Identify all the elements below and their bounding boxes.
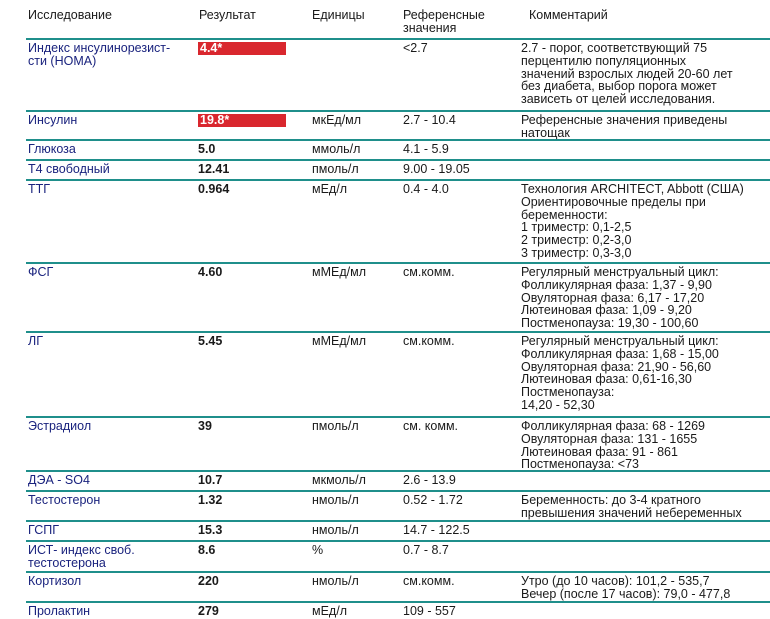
comment-line: Лютеиновая фаза: 1,09 - 9,20 (521, 303, 692, 318)
result-value: 0.964 (198, 182, 230, 196)
reference-range: 2.6 - 13.9 (403, 473, 456, 487)
reference-range: см.комм. (403, 334, 455, 348)
test-name (28, 544, 196, 570)
comment-line: 3 триместр: 0,3-3,0 (521, 245, 632, 260)
unit: ммоль/л (312, 142, 361, 156)
comment-line: Постменопауза: 19,30 - 100,60 (521, 316, 699, 331)
reference-range: 0.4 - 4.0 (403, 182, 449, 196)
comment-line: без диабета, выбор порога может (521, 79, 717, 94)
comment-line: Фолликулярная фаза: 1,37 - 9,90 (521, 277, 712, 292)
comment-line: Технология ARCHITECT, Abbott (США) (521, 182, 744, 196)
unit: нмоль/л (312, 574, 359, 588)
comment-line: 2.7 - порог, соответствующий 75 (521, 41, 708, 55)
reference-range: 0.7 - 8.7 (403, 543, 449, 557)
reference-range: 9.00 - 19.05 (403, 162, 470, 176)
result-value: 39 (198, 419, 212, 433)
result-value: 10.7 (198, 473, 223, 487)
test-name (28, 575, 196, 588)
test-name (28, 335, 196, 348)
test-name (28, 605, 196, 618)
test-name-line: ДЭА - SO4 (28, 473, 90, 487)
table-row (26, 416, 770, 470)
comment-line: зависеть от целей исследования. (521, 92, 716, 107)
comment-line: 1 триместр: 0,1-2,5 (521, 220, 632, 235)
comment-line: Беременность: до 3-4 кратного (521, 493, 701, 507)
test-name-line: Тестостерон (28, 493, 101, 507)
comment-line: Фолликулярная фаза: 1,68 - 15,00 (521, 346, 719, 361)
comment-line: беременности: (521, 207, 608, 222)
reference-range: см. комм. (403, 419, 459, 433)
test-name (28, 524, 196, 537)
test-name (28, 183, 196, 196)
result-value: 1.32 (198, 493, 223, 507)
table-row (26, 470, 770, 490)
test-name-line: Т4 свободный (28, 162, 110, 176)
test-name-line: Пролактин (28, 604, 91, 618)
header-result: Результат (199, 8, 256, 22)
table-row (26, 139, 770, 159)
comment-line: Вечер (после 17 часов): 79,0 - 477,8 (521, 586, 731, 601)
test-name-line: ИСТ- индекс своб. (28, 543, 135, 557)
reference-range: см.комм. (403, 265, 455, 279)
comment-line: Лютеиновая фаза: 0,61-16,30 (521, 372, 692, 387)
test-name (28, 42, 196, 68)
comment-line: натощак (521, 125, 570, 140)
unit: нмоль/л (312, 523, 359, 537)
unit: мЕд/л (312, 182, 347, 196)
comment (521, 335, 769, 412)
comment (521, 420, 769, 471)
test-name-line: ФСГ (28, 265, 54, 279)
test-name-line: Индекс инсулинорезист- (28, 41, 171, 55)
comment-line: Овуляторная фаза: 21,90 - 56,60 (521, 359, 712, 374)
unit: мкЕд/мл (312, 113, 362, 127)
test-name-line: Глюкоза (28, 142, 76, 156)
unit: пмоль/л (312, 419, 359, 433)
test-name (28, 494, 196, 507)
comment-line: 14,20 - 52,30 (521, 397, 595, 412)
unit: мЕд/л (312, 604, 347, 618)
reference-range: 0.52 - 1.72 (403, 493, 463, 507)
result-value: 15.3 (198, 523, 223, 537)
comment (521, 114, 769, 140)
result-value: 8.6 (198, 543, 216, 557)
test-name (28, 163, 196, 176)
comment (521, 42, 769, 106)
reference-range: 4.1 - 5.9 (403, 142, 449, 156)
reference-range: 14.7 - 122.5 (403, 523, 470, 537)
test-name-line: Кортизол (28, 574, 82, 588)
unit: нмоль/л (312, 493, 359, 507)
result-value: 4.60 (198, 265, 223, 279)
comment-line: Референсные значения приведены (521, 113, 728, 127)
test-name-line: сти (HOMA) (28, 53, 97, 68)
table-row (26, 331, 770, 416)
test-name-line: ГСПГ (28, 523, 59, 537)
comment-line: Постменопауза: <73 (521, 457, 639, 472)
unit: мМЕд/мл (312, 334, 366, 348)
reference-range: 2.7 - 10.4 (403, 113, 456, 127)
result-value: 5.0 (198, 142, 216, 156)
header-comment: Комментарий (529, 8, 608, 22)
comment-line: Постменопауза: (521, 385, 615, 400)
comment-line: Лютеиновая фаза: 91 - 861 (521, 444, 678, 459)
test-name-line: тестостерона (28, 555, 106, 570)
table-row (26, 110, 770, 139)
table-row (26, 262, 770, 331)
test-name (28, 266, 196, 279)
reference-range: <2.7 (403, 41, 428, 55)
unit: пмоль/л (312, 162, 359, 176)
comment-line: 2 триместр: 0,2-3,0 (521, 233, 632, 248)
result-value-flagged: 19.8* (198, 114, 286, 127)
table-row (26, 490, 770, 520)
result-value-flagged: 4.4* (198, 42, 286, 55)
result-value: 220 (198, 574, 219, 588)
table-row (26, 159, 770, 179)
reference-range: см.комм. (403, 574, 455, 588)
result-value: 279 (198, 604, 219, 618)
comment-line: Овуляторная фаза: 6,17 - 17,20 (521, 290, 705, 305)
comment (521, 266, 769, 330)
table-row (26, 38, 770, 110)
unit: мМЕд/мл (312, 265, 366, 279)
comment-line: Фолликулярная фаза: 68 - 1269 (521, 419, 705, 433)
table-row (26, 601, 770, 619)
reference-range: 109 - 557 (403, 604, 456, 618)
test-name-line: Инсулин (28, 113, 78, 127)
comment-line: Ориентировочные пределы при (521, 194, 706, 209)
comment-line: перцентилю популяционных (521, 53, 687, 68)
table-row (26, 520, 770, 540)
test-name-line: Эстрадиол (28, 419, 92, 433)
comment-line: Овуляторная фаза: 131 - 1655 (521, 431, 698, 446)
test-name (28, 114, 196, 127)
comment-line: значений взрослых людей 20-60 лет (521, 66, 733, 81)
result-value: 5.45 (198, 334, 223, 348)
result-value: 12.41 (198, 162, 230, 176)
test-name (28, 474, 196, 487)
header-reference: Референсные значения (403, 8, 485, 35)
table-row (26, 540, 770, 571)
test-name (28, 420, 196, 433)
comment-line: Регулярный менструальный цикл: (521, 334, 719, 348)
comment (521, 575, 769, 601)
header-units: Единицы (312, 8, 365, 22)
test-name-line: ТТГ (28, 182, 51, 196)
header-study: Исследование (28, 8, 112, 22)
comment (521, 183, 769, 260)
comment-line: превышения значений небеременных (521, 505, 742, 520)
test-name (28, 143, 196, 156)
table-row (26, 179, 770, 262)
unit: мкмоль/л (312, 473, 366, 487)
test-name-line: ЛГ (28, 334, 43, 348)
unit: % (312, 543, 324, 557)
comment-line: Регулярный менструальный цикл: (521, 265, 719, 279)
comment-line: Утро (до 10 часов): 101,2 - 535,7 (521, 574, 710, 588)
comment (521, 494, 769, 520)
table-row (26, 571, 770, 601)
